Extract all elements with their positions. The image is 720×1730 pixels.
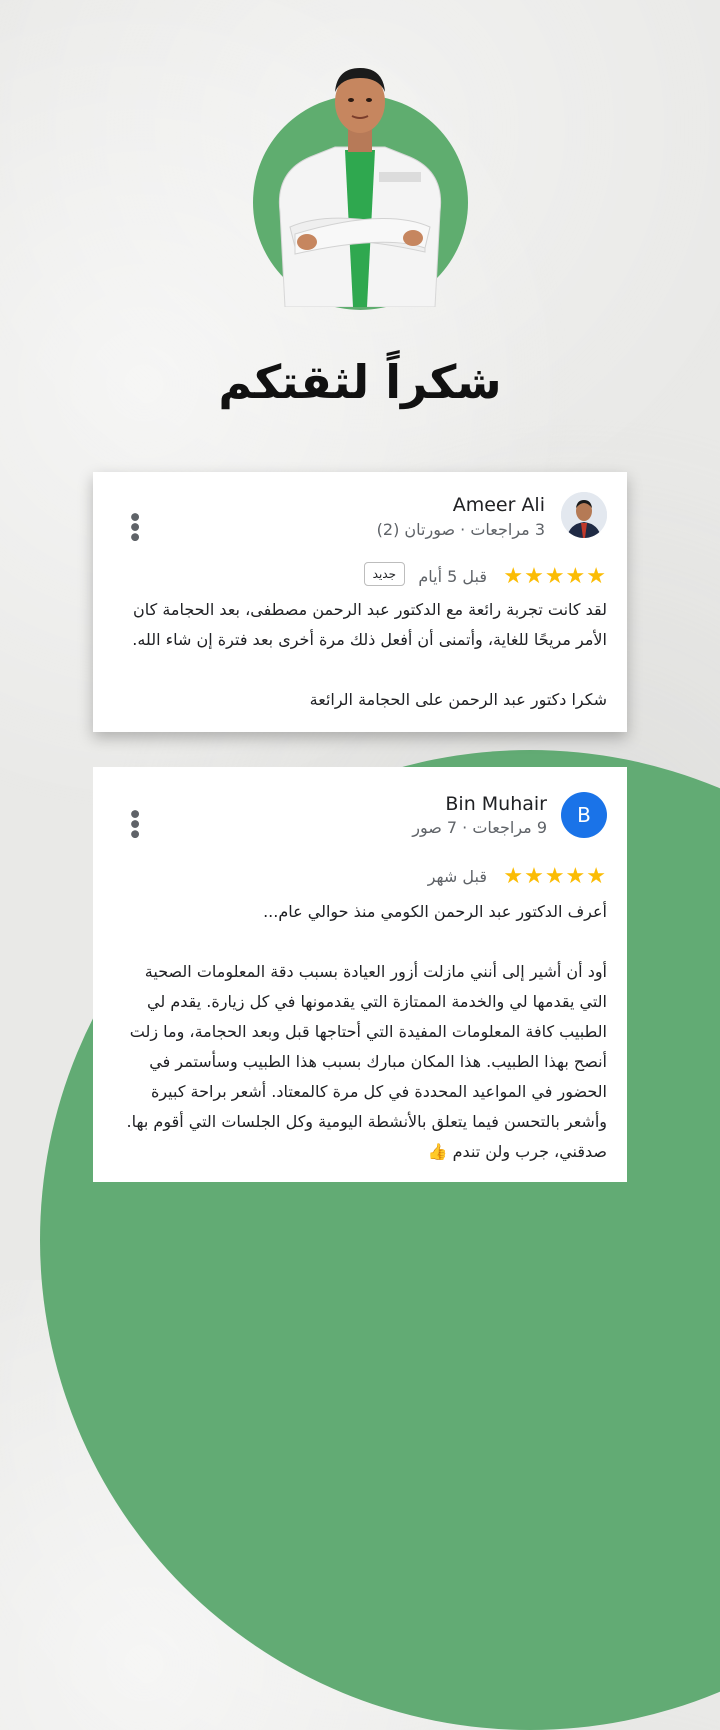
avatar[interactable] xyxy=(561,492,607,538)
user-photo-icon xyxy=(561,492,607,538)
review-text xyxy=(113,595,607,715)
reviewer-meta: 9 مراجعات · 7 صور xyxy=(412,818,547,837)
star-rating: ★★★★★ xyxy=(503,864,607,889)
more-vert-icon[interactable]: ••• xyxy=(121,510,146,541)
review-card xyxy=(93,472,627,732)
reviewer-name[interactable]: Bin Muhair xyxy=(445,793,547,815)
doctor-photo xyxy=(275,62,445,307)
review-paragraph: أعرف الدكتور عبد الرحمن الكومي منذ حوالي عام... xyxy=(263,902,607,921)
new-badge: جديد xyxy=(364,562,405,586)
page-title: شكراً لثقتكم xyxy=(218,355,502,409)
review-time: قبل 5 أيام xyxy=(418,567,487,586)
reviewer-meta: 3 مراجعات · صورتان (2) xyxy=(376,520,545,539)
review-paragraph: لقد كانت تجربة رائعة مع الدكتور عبد الرحمن مصطفى، بعد الحجامة كان الأمر مريحًا للغاية، وأتمنى أن أفعل ذلك مرة أخرى بعد فترة إن شاء الله. xyxy=(127,600,607,649)
more-vert-icon[interactable]: ••• xyxy=(121,807,146,838)
review-card xyxy=(93,767,627,1182)
review-text xyxy=(113,897,607,1167)
reviewer-name[interactable]: Ameer Ali xyxy=(452,494,545,516)
review-paragraph: شكرا دكتور عبد الرحمن على الحجامة الرائعة xyxy=(309,690,607,709)
review-paragraph: أود أن أشير إلى أنني مازلت أزور العيادة بسبب دقة المعلومات الصحية التي يقدمها لي والخدمة الممتازة التي يقدمونها في كل زيارة. يقدم لي الطبيب كافة المعلومات المفيدة التي أحتاجها قبل وبعد الحجامة، وما زلت أنصح بهذا الطبيب. هذا المكان مبارك بسبب هذا الطبيب وسأستمر في الحضور في المواعيد المحددة في كل مرة كالمعتاد. أشعر براحة كبيرة وأشعر بالتحسن فيما يتعلق بالأنشطة اليومية وكل الجلسات التي أقوم بها. صدقني، جرب ولن تندم 👍 xyxy=(121,962,607,1161)
star-rating: ★★★★★ xyxy=(503,564,607,589)
avatar[interactable]: B xyxy=(561,792,607,838)
review-time: قبل شهر xyxy=(427,867,487,886)
